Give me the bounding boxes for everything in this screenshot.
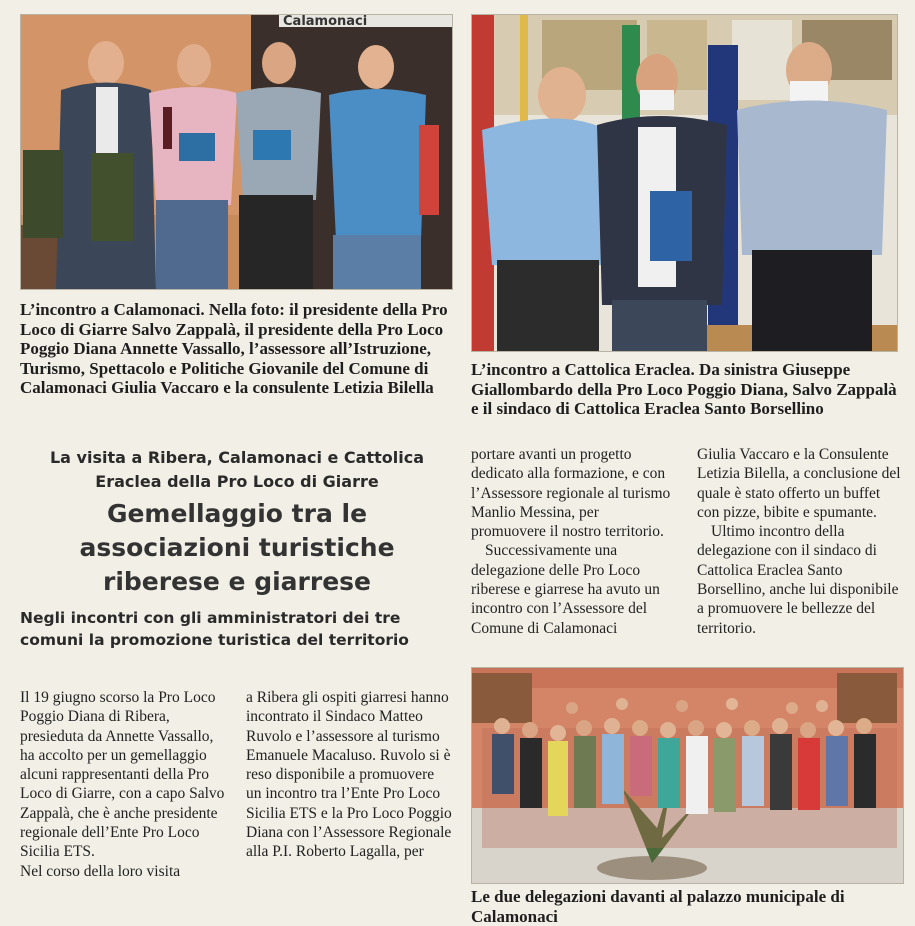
photo-cattolica-meeting bbox=[471, 14, 898, 352]
article-headline: Gemellaggio tra le associazioni turistiche riberese e giarrese bbox=[79, 499, 395, 596]
body-paragraph: a Ribera gli ospiti giarresi hanno incontrato il Sindaco Matteo Ruvolo e l’assessore al turismo Emanuele Macaluso. Ruvolo si è reso disponibile a promuovere un incontro tra l’Ente Pro Loco Sicilia ETS e la Pro Loco Poggio Diana con l’Assessore Regionale alla P.I. Roberto Lagalla, per bbox=[246, 689, 452, 861]
body-column-3 bbox=[471, 445, 677, 638]
body-paragraph: Il 19 giugno scorso la Pro Loco Poggio Diana di Ribera, presieduta da Annette Vassallo, ha accolto per un gemellaggio alcuni rappresentanti della Pro Loco di Giarre, con a capo Salvo Zappalà, che è anche presidente regionale dell’Ente Pro Loco Sicilia ETS. bbox=[20, 689, 225, 861]
body-column-4 bbox=[697, 445, 903, 638]
body-column-2 bbox=[246, 688, 452, 862]
photo-calamonaci-meeting bbox=[20, 14, 453, 290]
body-paragraph: Nel corso della loro visita bbox=[20, 862, 181, 880]
article-standfirst: Negli incontri con gli amministratori dei tre comuni la promozione turistica del territorio bbox=[20, 609, 409, 649]
body-paragraph: Giulia Vaccaro e la Consulente Letizia Bilella, a conclusione del quale è stato offerto un buffet con pizze, bibite e spumante. bbox=[697, 446, 901, 521]
body-paragraph: Successivamente una delegazione delle Pro Loco riberese e giarrese ha avuto un incontro con l’Assessore del Comune di Calamonaci bbox=[471, 542, 660, 637]
body-column-1 bbox=[20, 688, 226, 881]
caption-group: Le due delegazioni davanti al palazzo municipale di Calamonaci bbox=[471, 887, 845, 926]
body-paragraph: portare avanti un progetto dedicato alla formazione, e con l’Assessore regionale al turismo Manlio Messina, per promuovere il nostro territorio. bbox=[471, 446, 671, 541]
photo-group-delegations bbox=[471, 667, 904, 884]
body-paragraph: Ultimo incontro della delegazione con il sindaco di Cattolica Eraclea Santo Borsellino, anche lui disponibile a promuovere le bellezze del territorio. bbox=[697, 523, 899, 637]
caption-calamonaci: L’incontro a Calamonaci. Nella foto: il presidente della Pro Loco di Giarre Salvo Zappalà, il presidente della Pro Loco Poggio Diana Annette Vassallo, l’assessore all’Istruzione, Turismo, Spettacolo e Politiche Giovanile del Comune di Calamonaci Giulia Vaccaro e la consulente Letizia Bilella bbox=[20, 300, 448, 397]
caption-cattolica: L’incontro a Cattolica Eraclea. Da sinistra Giuseppe Giallombardo della Pro Loco Poggio Diana, Salvo Zappalà e il sindaco di Cattolica Eraclea Santo Borsellino bbox=[471, 360, 897, 418]
calamonaci-sign-text: Calamonaci bbox=[283, 15, 368, 29]
article-kicker: La visita a Ribera, Calamonaci e Cattolica Eraclea della Pro Loco di Giarre bbox=[49, 448, 425, 491]
